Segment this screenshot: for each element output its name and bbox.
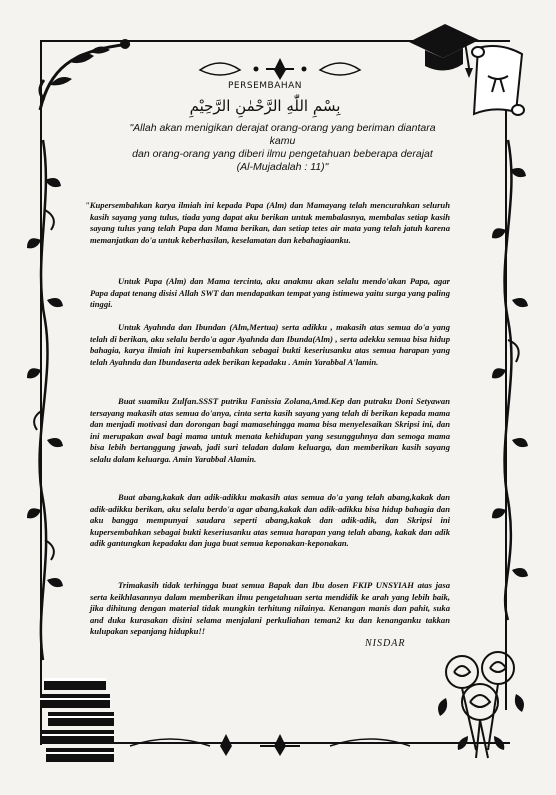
dedication-paragraph: Untuk Papa (Alm) dan Mama tercinta, aku anakmu akan selalu mendo'akan Papa, agar Papa dapat tenang disisi Allah SWT dan mendapatkan tempat yang istimewa yaitu surga yang paling tinggi.: [90, 276, 450, 310]
vine-ornament-icon: [490, 140, 530, 620]
page-title: PERSEMBAHAN: [228, 81, 303, 91]
dedication-paragraph: Trimakasih tidak terhingga buat semua Bapak dan Ibu dosen FKIP UNSYIAH atas jasa serta keikhlasannya dalam memberikan ilmu pengetahuan serta mendidik ke arah yang lebih baik, jika dihitung dengan material tidak mungkin terhitung nilainya. Kenangan manis dan pahit, suka and duka kurasakan disini selama menjalani perkuliahan teman2 ku dan kenanganku takkan kulupakan sepanjang hidupku!!: [90, 580, 450, 637]
quote-line: (Al-Mujadalah : 11)": [236, 161, 329, 173]
quote-line: kamu: [269, 135, 296, 147]
signature: NISDAR: [365, 638, 406, 649]
quote-line: dan orang-orang yang diberi ilmu pengetahuan beberapa derajat: [132, 148, 433, 160]
vine-ornament-icon: [200, 56, 360, 82]
dedication-paragraph: "Kupersembahkan karya ilmiah ini kepada Papa (Alm) dan Mamayang telah mencurahkan seluruh kasih sayang yang tulus, tiada yang dapat aku berikan untuk membalasnya, membalas setiap kasih sayang tulus yang telah Papa dan Mama berikan, dan setiap tetes air mata yang telah jatuh karena memanjatkan do'a untuk keberhasilan, keselamatan dan kebahagiaanku.: [85, 200, 450, 245]
graduation-cap-icon: [405, 18, 480, 83]
quran-quote: [110, 122, 455, 174]
dedication-paragraph: Untuk Ayahnda dan Ibundan (Alm,Mertua) serta adikku , makasih atas semua do'a yang telah di berikan, aku selalu berdo'a agar Ayahnda dan Ibunda(Alm) , serta adekku semua bisa hidup bahagia, karya ilmiah ini kupersembahkan sebagai bukti keseriusanku atas semua harapan yang telah Ayahnda dan Ibundaserta adek berikan kepadaku . Amin Yarabbal A'lamin.: [90, 322, 450, 367]
quote-line: "Allah akan menigikan derajat orang-orang yang beriman diantara: [129, 122, 436, 134]
diploma-scroll-icon: [470, 42, 532, 124]
basmalah-text: بِسْمِ اللّٰهِ الرَّحْمٰنِ الرَّحِيْمِ: [189, 97, 341, 115]
dedication-paragraph: Buat abang,kakak dan adik-adikku makasih atas semua do'a yang telah abang,kakak dan adik-adikku berikan, aku selalu berdo'a agar abang,kakak dan adik-adikku bisa hidup bahagia dan aku bangga mempunyai saudara seperti abang,kakak dan adik-adik, dan Skripsi ini kupersembahkan sebagai bukti keseriusanku atas semua harapan yang telah abang, kakak dan adik adik gantungkan kepadaku dan juga buat semua keponakan-keponakan.: [90, 492, 450, 549]
vine-ornament-icon: [25, 140, 65, 660]
book-stack-icon: [38, 670, 120, 770]
dedication-paragraph: Buat suamiku Zulfan.SSST putriku Fanissia Zolana,Amd.Kep dan putraku Doni Setyawan tersayang makasih atas semua do'anya, cinta serta kasih sayang yang telah di berikan kepada mama dan menjadi motivasi dan dorongan bagi mamasehingga mama bisa menyelesaikan Skripsi ini, dan ini merupakan awal bagi mama untuk menata kehidupan yang sesungguhnya dan semoga mama bisa lebih bertanggung jawab, jadi suri teladan dalam keluarga, dan memberikan kasih sayang selalu dalam keluarga. Amin Yarabbal Alamin.: [90, 396, 450, 464]
vine-ornament-icon: [130, 730, 430, 760]
rose-bouquet-icon: [432, 640, 532, 765]
